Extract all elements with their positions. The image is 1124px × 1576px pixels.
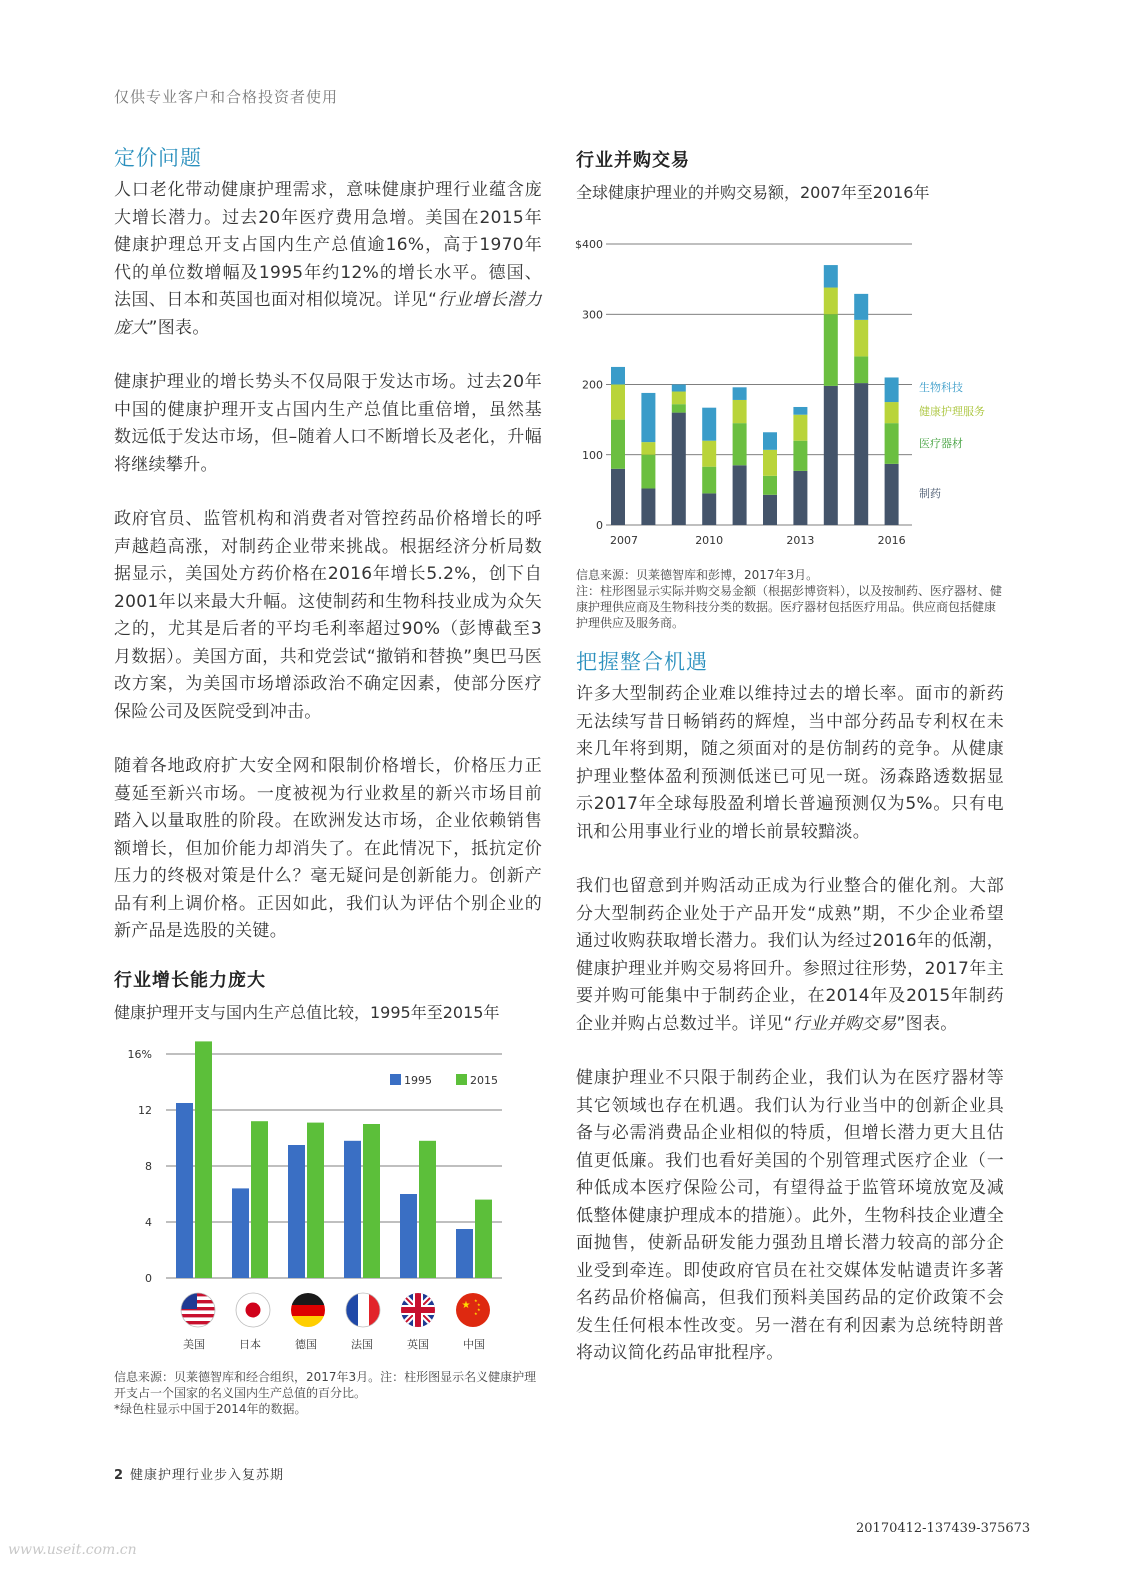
bar-1995 bbox=[344, 1141, 361, 1278]
bar-segment-健康护理服务 bbox=[854, 320, 868, 357]
bar-segment-医疗器材 bbox=[733, 423, 747, 465]
germany-flag-icon bbox=[291, 1293, 325, 1328]
uk-flag-icon bbox=[401, 1293, 435, 1327]
legend-label: 2015 bbox=[470, 1074, 498, 1087]
bar-2015 bbox=[307, 1123, 324, 1278]
bar-segment-制药 bbox=[793, 471, 807, 525]
bar-1995 bbox=[176, 1103, 193, 1278]
chart-reference: 行业增长潜力庞大 bbox=[114, 290, 542, 338]
y-tick-label: 0 bbox=[145, 1272, 152, 1285]
x-tick-label: 2007 bbox=[610, 534, 638, 547]
bar-segment-医疗器材 bbox=[824, 314, 838, 386]
growth-bar-chart bbox=[114, 1036, 544, 1366]
bar-2015 bbox=[363, 1124, 380, 1278]
document-id: 20170412-137439-375673 bbox=[856, 1521, 1031, 1536]
x-category-label: 美国 bbox=[183, 1338, 205, 1351]
publication-title: 健康护理行业步入复苏期 bbox=[130, 1468, 285, 1483]
bar-segment-生物科技 bbox=[702, 408, 716, 441]
bar-segment-生物科技 bbox=[793, 407, 807, 415]
usa-flag-icon bbox=[181, 1293, 215, 1327]
paragraph: 我们也留意到并购活动正成为行业整合的催化剂。大部分大型制药企业处于产品开发“成熟”期，不少企业希望通过收购获取增长潜力。我们认为经过2016年的低潮，健康护理业并购交易将回升。参照过往形势，2017年主要并购可能集中于制药企业，在2014年及2015年制药企业并购占总数过半。详见“行业并购交易”图表。 bbox=[576, 876, 1004, 1034]
bar-segment-生物科技 bbox=[611, 367, 625, 385]
section-title-consolidation: 把握整合机遇 bbox=[576, 650, 708, 674]
chart-title-ma: 行业并购交易 bbox=[576, 150, 690, 171]
legend-swatch bbox=[390, 1074, 401, 1085]
bar-1995 bbox=[232, 1188, 249, 1278]
x-category-label: 英国 bbox=[407, 1338, 429, 1351]
japan-flag-icon bbox=[236, 1293, 270, 1327]
left-text-column bbox=[114, 177, 542, 946]
bar-segment-健康护理服务 bbox=[824, 288, 838, 315]
chart-reference: 行业并购交易 bbox=[792, 1013, 897, 1034]
bar-segment-医疗器材 bbox=[641, 455, 655, 489]
bar-segment-制药 bbox=[702, 493, 716, 525]
bar-segment-生物科技 bbox=[824, 265, 838, 287]
bar-segment-医疗器材 bbox=[702, 467, 716, 494]
paragraph: 健康护理业的增长势头不仅局限于发达市场。过去20年中国的健康护理开支占国内生产总值比重倍增，虽然基数远低于发达市场，但–随着人口不断增长及老化，升幅将继续攀升。 bbox=[114, 372, 542, 475]
y-tick-label: $400 bbox=[575, 238, 603, 251]
growth-chart-source-note: 信息来源：贝莱德智库和经合组织，2017年3月。注：柱形图显示名义健康护理开支占一个国家的名义国内生产总值的百分比。 *绿色柱显示中国于2014年的数据。 bbox=[114, 1370, 537, 1416]
chart-title-growth: 行业增长能力庞大 bbox=[114, 970, 266, 991]
ma-stacked-bar-chart bbox=[570, 228, 1010, 553]
bar-segment-制药 bbox=[672, 413, 686, 525]
bar-segment-生物科技 bbox=[641, 393, 655, 442]
bar-segment-制药 bbox=[641, 488, 655, 525]
legend-label: 健康护理服务 bbox=[919, 405, 985, 418]
bar-2015 bbox=[195, 1041, 212, 1278]
bar-segment-生物科技 bbox=[733, 387, 747, 400]
bar-segment-生物科技 bbox=[885, 377, 899, 402]
y-tick-label: 16% bbox=[127, 1048, 152, 1061]
bar-segment-生物科技 bbox=[854, 294, 868, 320]
page-footer bbox=[114, 1464, 284, 1483]
watermark: www.useit.com.cn bbox=[8, 1542, 137, 1558]
legend-label: 生物科技 bbox=[919, 381, 963, 394]
bar-segment-医疗器材 bbox=[763, 476, 777, 495]
bar-segment-医疗器材 bbox=[885, 423, 899, 464]
svg-text:★: ★ bbox=[474, 1311, 478, 1316]
bar-segment-生物科技 bbox=[672, 385, 686, 392]
bar-segment-医疗器材 bbox=[672, 404, 686, 412]
bar-segment-制药 bbox=[611, 469, 625, 525]
bar-2015 bbox=[475, 1200, 492, 1278]
legend-label: 制药 bbox=[919, 487, 941, 500]
france-flag-icon bbox=[346, 1293, 381, 1327]
chart-subtitle-ma: 全球健康护理业的并购交易额，2007年至2016年 bbox=[576, 183, 930, 202]
bar-segment-生物科技 bbox=[763, 432, 777, 450]
y-tick-label: 0 bbox=[596, 519, 603, 532]
svg-text:★: ★ bbox=[474, 1298, 478, 1303]
page-number: 2 bbox=[114, 1468, 125, 1483]
paragraph: 人口老化带动健康护理需求，意味健康护理行业蕴含庞大增长潜力。过去20年医疗费用急增。美国在2015年健康护理总开支占国内生产总值逾16%，高于1970年代的单位数增幅及1995年约12%的增长水平。德国、法国、日本和英国也面对相似境况。详见“行业增长潜力庞大”图表。 bbox=[114, 180, 542, 338]
bar-2015 bbox=[419, 1141, 436, 1278]
y-tick-label: 4 bbox=[145, 1216, 152, 1229]
bar-segment-健康护理服务 bbox=[702, 441, 716, 467]
svg-text:★: ★ bbox=[477, 1302, 481, 1307]
paragraph: 健康护理业不只限于制药企业，我们认为在医疗器材等其它领域也存在机遇。我们认为行业当中的创新企业具备与必需消费品企业相似的特质，但增长潜力更大且估值更低廉。我们也看好美国的个别管理式医疗企业（一种低成本医疗保险公司，有望得益于监管环境放宽及减低整体健康护理成本的措施）。此外，生物科技企业遭全面抛售，使新品研发能力强劲且增长潜力较高的部分企业受到牵连。即使政府官员在社交媒体发帖谴责许多著名药品价格偏高，但我们预料美国药品的定价政策不会发生任何根本性改变。另一潜在有利因素为总统特朗普将动议简化药品审批程序。 bbox=[576, 1068, 1004, 1363]
y-tick-label: 200 bbox=[582, 378, 603, 392]
disclaimer: 仅供专业客户和合格投资者使用 bbox=[114, 88, 339, 106]
svg-text:★: ★ bbox=[461, 1300, 471, 1311]
right-text-column bbox=[576, 681, 1004, 1368]
paragraph: 政府官员、监管机构和消费者对管控药品价格增长的呼声越趋高涨，对制药企业带来挑战。根据经济分析局数据显示，美国处方药价格在2016年增长5.2%，创下自2001年以来最大升幅。这使制药和生物科技业成为众矢之的，尤其是后者的平均毛利率超过90%（彭博截至3月数据）。美国方面，共和党尝试“撤销和替换”奥巴马医改方案，为美国市场增添政治不确定因素，使部分医疗保险公司及医院受到冲击。 bbox=[114, 509, 542, 722]
bar-segment-健康护理服务 bbox=[733, 400, 747, 423]
bar-segment-健康护理服务 bbox=[763, 450, 777, 476]
x-category-label: 中国 bbox=[463, 1338, 485, 1351]
bar-segment-医疗器材 bbox=[793, 441, 807, 471]
bar-segment-医疗器材 bbox=[611, 420, 625, 469]
bar-1995 bbox=[400, 1194, 417, 1278]
legend-label: 1995 bbox=[404, 1074, 432, 1087]
ma-chart-source-note: 信息来源：贝莱德智库和彭博，2017年3月。 注：柱形图显示实际并购交易金额（根据彭博资料），以及按制药、医疗器材、健康护理供应商及生物科技分类的数据。医疗器材包括医疗用品。供应商包括健康护理供应及服务商。 bbox=[576, 568, 1003, 630]
y-tick-label: 100 bbox=[582, 448, 603, 462]
x-tick-label: 2010 bbox=[695, 534, 724, 547]
bar-segment-制药 bbox=[824, 386, 838, 525]
x-tick-label: 2013 bbox=[786, 534, 815, 547]
x-category-label: 德国 bbox=[295, 1338, 317, 1351]
bar-segment-医疗器材 bbox=[854, 356, 868, 383]
paragraph: 随着各地政府扩大安全网和限制价格增长，价格压力正蔓延至新兴市场。一度被视为行业救星的新兴市场目前踏入以量取胜的阶段。在欧洲发达市场，企业依赖销售额增长，但加价能力却消失了。在此情况下，抵抗定价压力的终极对策是什么？毫无疑问是创新能力。创新产品有利上调价格。正因如此，我们认为评估个别企业的新产品是选股的关键。 bbox=[114, 756, 542, 941]
x-category-label: 法国 bbox=[351, 1338, 373, 1351]
y-tick-label: 8 bbox=[145, 1160, 152, 1173]
section-title-pricing: 定价问题 bbox=[114, 146, 202, 170]
china-flag-icon bbox=[456, 1293, 490, 1327]
bar-1995 bbox=[288, 1145, 305, 1278]
bar-segment-健康护理服务 bbox=[885, 402, 899, 423]
legend-swatch bbox=[456, 1074, 467, 1085]
chart-subtitle-growth: 健康护理开支与国内生产总值比较，1995年至2015年 bbox=[114, 1003, 500, 1022]
bar-1995 bbox=[456, 1229, 473, 1278]
bar-segment-健康护理服务 bbox=[672, 392, 686, 405]
bar-segment-制药 bbox=[733, 465, 747, 525]
x-tick-label: 2016 bbox=[877, 534, 906, 547]
legend-label: 医疗器材 bbox=[919, 437, 963, 450]
bar-2015 bbox=[251, 1121, 268, 1278]
bar-segment-制药 bbox=[854, 383, 868, 525]
svg-text:★: ★ bbox=[477, 1307, 481, 1312]
bar-segment-制药 bbox=[885, 464, 899, 525]
bar-segment-健康护理服务 bbox=[611, 385, 625, 420]
bar-segment-健康护理服务 bbox=[641, 442, 655, 455]
bar-segment-制药 bbox=[763, 495, 777, 525]
x-category-label: 日本 bbox=[239, 1338, 261, 1351]
paragraph: 许多大型制药企业难以维持过去的增长率。面市的新药无法续写昔日畅销药的辉煌，当中部分药品专利权在未来几年将到期，随之须面对的是仿制药的竞争。从健康护理业整体盈利预测低迷已可见一斑。汤森路透数据显示2017年全球每股盈利增长普遍预测仅为5%。只有电讯和公用事业行业的增长前景较黯淡。 bbox=[576, 684, 1004, 842]
y-tick-label: 12 bbox=[138, 1104, 152, 1117]
y-tick-label: 300 bbox=[582, 308, 603, 322]
bar-segment-健康护理服务 bbox=[793, 415, 807, 441]
